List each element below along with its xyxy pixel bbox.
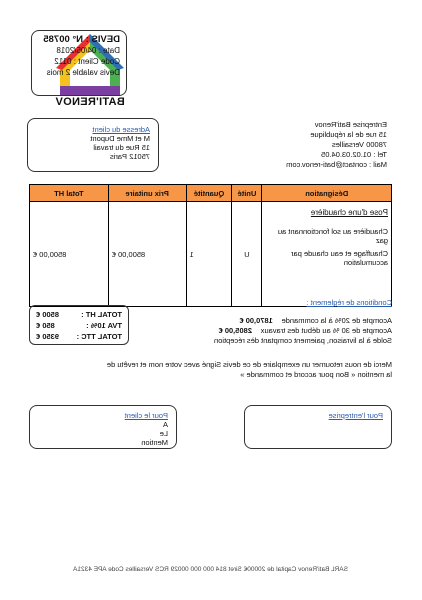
cell-quantity: 1 (186, 202, 232, 307)
header-unit: Unité (232, 185, 262, 202)
cell-total: 8500,00 € (30, 202, 109, 307)
items-table (29, 184, 392, 307)
instructions-line-1: Merci de nous retourner un exemplaire de ce devis Signé avec votre nom et revêtu de (106, 360, 392, 369)
client-street: 15 Rue du travail (93, 143, 150, 152)
instructions-line-2: la mention « Bon pour accord et commande » (240, 370, 392, 379)
total-ht-label: TOTAL HT : (81, 310, 122, 319)
condition-1-text: Acompte de 20% à la commande (281, 316, 392, 325)
total-ht-row (36, 309, 122, 320)
item-line-1: Chaudière au sol fonctionnant au gaz (277, 227, 388, 245)
company-name: Entreprise Bati'Renov (314, 120, 387, 129)
quote-date: Date : 04/05/2018 (56, 46, 120, 55)
table-header-row (30, 185, 392, 202)
logo-text: BATI'RENOV (55, 96, 125, 108)
client-signature-date: Le (159, 429, 168, 438)
company-info (286, 120, 387, 170)
client-signature-place: A (162, 420, 168, 429)
total-ttc-row (36, 331, 122, 342)
payment-conditions (162, 298, 392, 346)
client-city: 75012 Paris (109, 152, 150, 161)
client-signature-box (29, 405, 177, 449)
condition-1-amount: 1870,00 € (239, 316, 273, 325)
condition-2-text: Acompte de 30 % au début des travaux (260, 326, 392, 335)
condition-2-amount: 2805,00 € (218, 326, 252, 335)
header-unit-price: Prix unitaire (108, 185, 186, 202)
table-row (30, 202, 392, 307)
legal-footer: SARL Bati'Renov Capital de 20000€ Siret 814 000 000 00029 RCS Versailles Code APE 4321A (73, 566, 348, 573)
quote-validity: Devis valable 2 mois (46, 68, 120, 77)
header-total: Total HT (30, 185, 109, 202)
condition-line-2 (162, 326, 392, 336)
tva-row (36, 320, 122, 331)
total-ttc-value: 9350 € (36, 332, 59, 341)
client-address-label: Adresse du client (92, 125, 150, 134)
tva-value: 850 € (36, 321, 55, 330)
cell-unit: U (232, 202, 262, 307)
condition-line-1 (162, 316, 392, 326)
total-ht-value: 8500 € (36, 310, 59, 319)
quote-info-box (31, 30, 127, 96)
item-line-2: Chauffage et eau chaude par accumulation (290, 249, 388, 267)
company-signature-label: Pour l'entreprise (328, 411, 383, 420)
client-signature-mention: Mention (141, 438, 168, 447)
item-title: Pose d'une chaudière (310, 208, 388, 217)
company-street: 15 rue de la république (310, 130, 387, 139)
header-quantity: Quantité (186, 185, 232, 202)
company-mail: Mail : contact@bati-renov.com (286, 160, 387, 169)
header-designation: Désignation (262, 185, 392, 202)
client-code: Code Client : 0112 (54, 57, 120, 66)
client-signature-label: Pour le client (124, 411, 168, 420)
quote-number: DEVIS : N° 00785 (43, 34, 120, 45)
totals-box (29, 305, 129, 345)
client-address-box (27, 118, 159, 172)
client-name: M et Mme Dupont (90, 134, 150, 143)
tva-label: TVA 10% : (86, 321, 122, 330)
company-tel: Tel : 01.02.03.04.05 (321, 150, 387, 159)
company-city: 78000 Versailles (331, 140, 387, 149)
conditions-title: Conditions de règlement : (306, 298, 392, 307)
company-signature-box (244, 405, 392, 449)
cell-unit-price: 8500,00 € (108, 202, 186, 307)
cell-designation (262, 202, 392, 307)
total-ttc-label: TOTAL TTC : (76, 332, 122, 341)
condition-line-3: Solde à la livraison, paiement comptant dès réception (213, 336, 392, 345)
return-instructions (52, 360, 392, 380)
